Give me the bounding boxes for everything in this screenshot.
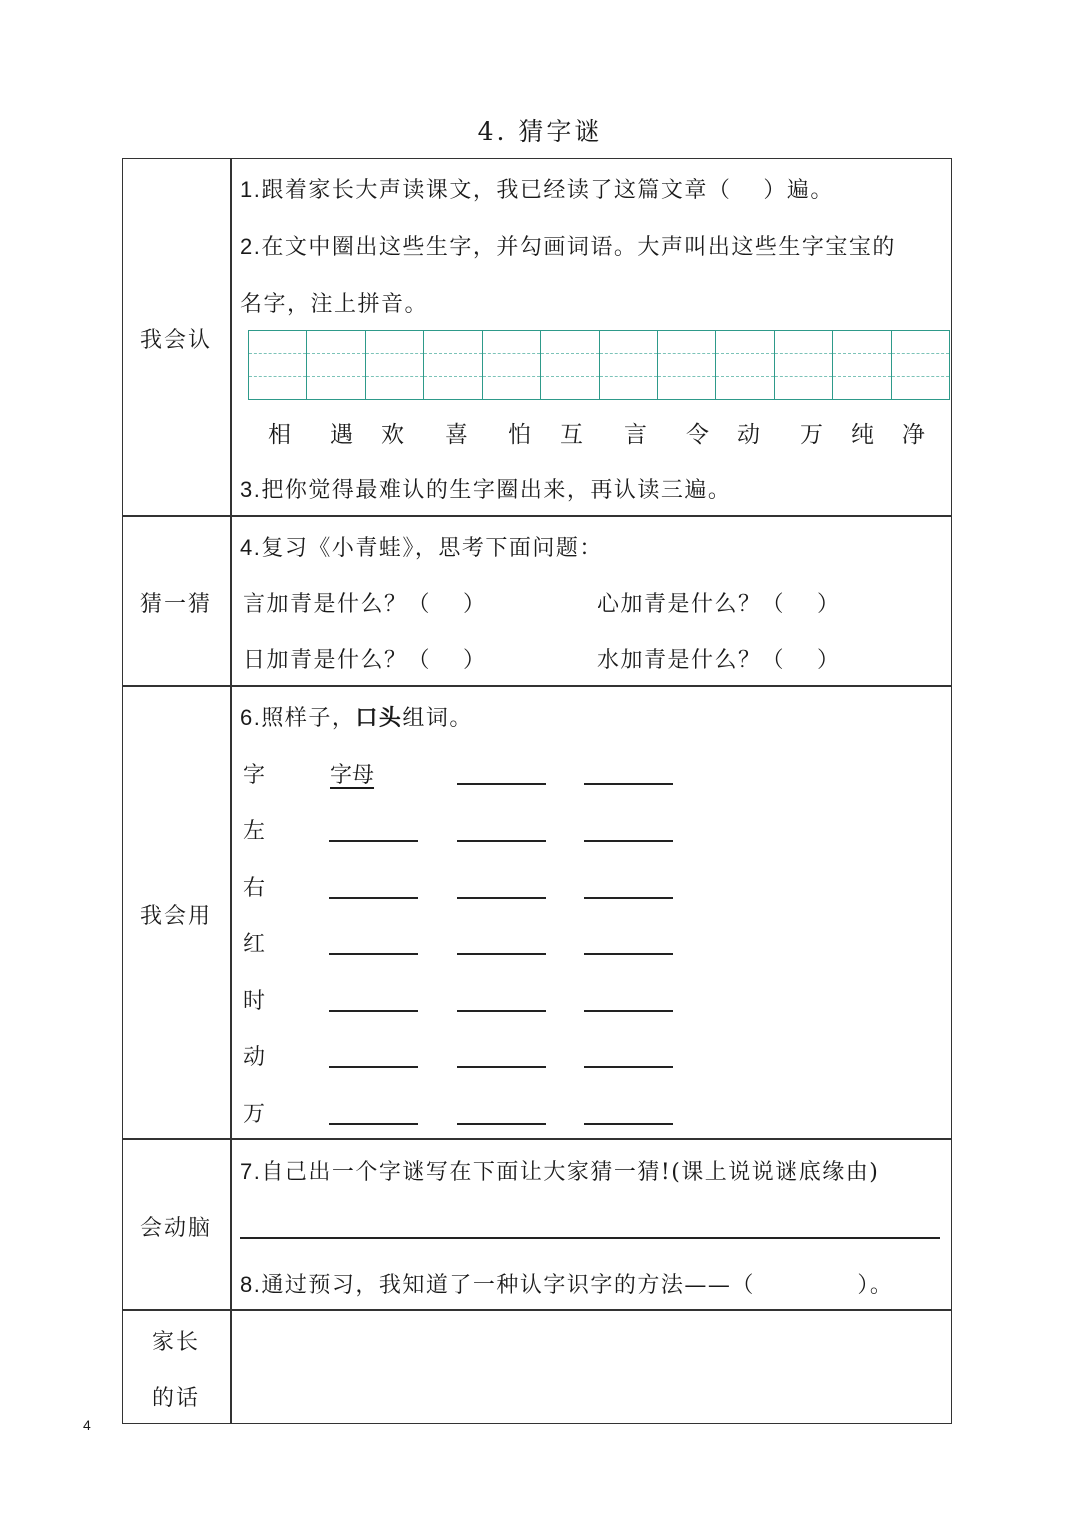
answer-blank[interactable] <box>584 1066 673 1068</box>
answer-blank[interactable] <box>584 783 673 785</box>
new-character: 互 <box>560 422 583 448</box>
riddle-item: 心加青是什么？（ ） <box>597 592 841 617</box>
new-character: 令 <box>686 422 709 448</box>
answer-blank[interactable] <box>457 1123 546 1125</box>
answer-blank[interactable] <box>457 840 546 842</box>
answer-blank[interactable] <box>457 783 546 785</box>
section-label-use: 我会用 <box>139 904 212 929</box>
answer-blank[interactable] <box>457 1010 546 1012</box>
question-4: 4.复习《小青蛙》，思考下面问题： <box>240 535 603 561</box>
word-base-char: 万 <box>243 1102 267 1127</box>
word-base-char: 动 <box>243 1045 267 1070</box>
riddle-item: 言加青是什么？（ ） <box>243 592 487 617</box>
word-base-char: 时 <box>243 989 267 1014</box>
pinyin-cell[interactable] <box>483 331 541 399</box>
word-base-char: 左 <box>243 819 267 844</box>
section-label-brain: 会动脑 <box>139 1216 212 1241</box>
new-character: 欢 <box>381 422 404 448</box>
question-2-line2: 名字，注上拼音。 <box>240 292 429 317</box>
pinyin-cell[interactable] <box>424 331 482 399</box>
new-character: 相 <box>268 422 291 448</box>
answer-blank[interactable] <box>329 1123 418 1125</box>
answer-blank[interactable] <box>329 953 418 955</box>
column-divider <box>230 158 232 1424</box>
section-label-recognize: 我会认 <box>139 328 212 353</box>
pinyin-cell[interactable] <box>541 331 599 399</box>
answer-blank[interactable] <box>329 897 418 899</box>
new-character: 言 <box>624 422 647 448</box>
pinyin-cell[interactable] <box>775 331 833 399</box>
pinyin-cell[interactable] <box>658 331 716 399</box>
pinyin-cell[interactable] <box>249 331 307 399</box>
page-title: 4. 猜字谜 <box>477 117 603 146</box>
parent-comment-area[interactable] <box>232 1311 950 1422</box>
word-base-char: 字 <box>243 763 267 788</box>
question-1: 1.跟着家长大声读课文，我已经读了这篇文章（ ）遍。 <box>240 177 834 203</box>
riddle-item: 水加青是什么？（ ） <box>597 648 841 673</box>
section-label-parent-line1: 家长 <box>151 1330 200 1355</box>
pinyin-grid[interactable] <box>248 330 950 400</box>
new-character: 喜 <box>445 422 468 448</box>
new-character: 遇 <box>330 422 353 448</box>
answer-blank[interactable] <box>457 897 546 899</box>
riddle-answer-line[interactable] <box>240 1237 940 1239</box>
section-label-parent-line2: 的话 <box>151 1386 200 1411</box>
word-base-char: 右 <box>243 876 267 901</box>
pinyin-cell[interactable] <box>366 331 424 399</box>
answer-blank[interactable] <box>329 840 418 842</box>
answer-blank[interactable] <box>329 1066 418 1068</box>
pinyin-cell[interactable] <box>716 331 774 399</box>
answer-blank[interactable] <box>584 840 673 842</box>
row-divider <box>122 515 952 517</box>
new-character: 净 <box>902 422 925 448</box>
page-number: 4 <box>83 1417 91 1433</box>
question-6: 6.照样子，口头组词。 <box>240 705 473 731</box>
question-8: 8.通过预习，我知道了一种认字识字的方法——（ ）。 <box>240 1272 894 1298</box>
pinyin-cell[interactable] <box>892 331 949 399</box>
answer-blank[interactable] <box>457 1066 546 1068</box>
word-base-char: 红 <box>243 932 267 957</box>
riddle-item: 日加青是什么？（ ） <box>243 648 487 673</box>
answer-blank[interactable] <box>584 1010 673 1012</box>
example-word: 字母 <box>330 763 375 788</box>
section-label-guess: 猜一猜 <box>139 592 212 617</box>
answer-blank[interactable] <box>329 1010 418 1012</box>
question-7: 7.自己出一个字谜写在下面让大家猜一猜!(课上说说谜底缘由) <box>240 1159 880 1185</box>
answer-blank[interactable] <box>457 953 546 955</box>
row-divider <box>122 1138 952 1140</box>
pinyin-cell[interactable] <box>600 331 658 399</box>
answer-blank[interactable] <box>584 953 673 955</box>
question-2-line1: 2.在文中圈出这些生字，并勾画词语。大声叫出这些生字宝宝的 <box>240 234 896 260</box>
new-character: 万 <box>800 422 823 448</box>
row-divider <box>122 685 952 687</box>
new-character: 动 <box>737 422 760 448</box>
question-3: 3.把你觉得最难认的生字圈出来，再认读三遍。 <box>240 477 732 503</box>
pinyin-cell[interactable] <box>307 331 365 399</box>
answer-blank[interactable] <box>584 897 673 899</box>
pinyin-cell[interactable] <box>833 331 891 399</box>
new-character: 怕 <box>508 422 531 448</box>
new-character: 纯 <box>851 422 874 448</box>
answer-blank[interactable] <box>584 1123 673 1125</box>
